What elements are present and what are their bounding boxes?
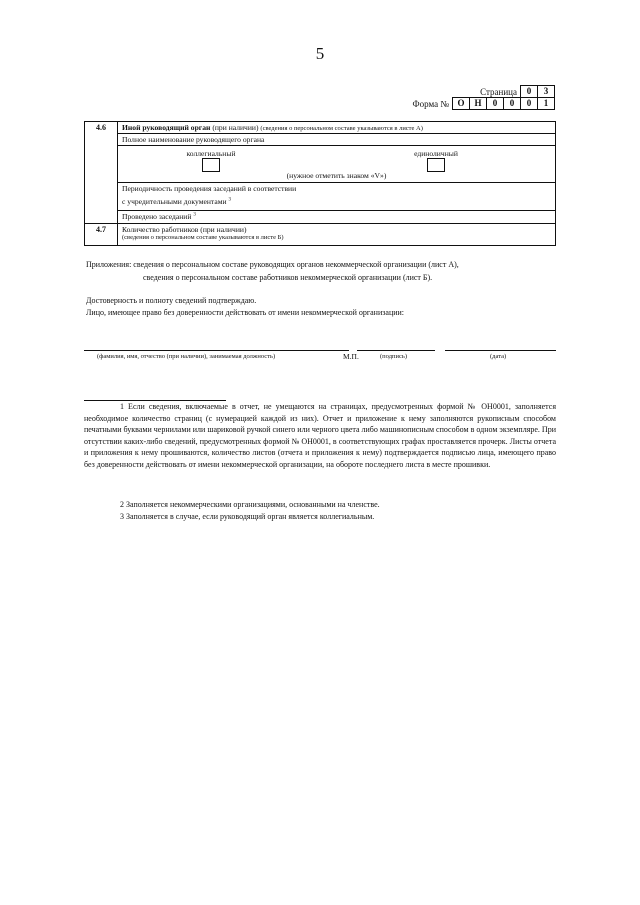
page-cell: 3 xyxy=(543,86,549,96)
page-cell: 0 xyxy=(521,86,538,97)
form-cell: 0 xyxy=(487,98,504,109)
footnote-ref: 3 xyxy=(193,212,196,218)
collegial-checkbox[interactable] xyxy=(202,158,220,172)
form-cell: 0 xyxy=(521,98,538,109)
title-bold: Иной руководящий орган xyxy=(122,123,211,132)
form-cell: 1 xyxy=(543,98,549,108)
signature-line[interactable] xyxy=(357,350,435,351)
form-cells xyxy=(452,97,555,110)
form-cell: 0 xyxy=(504,98,521,109)
row-number: 4.6 xyxy=(85,122,118,224)
full-name-field[interactable]: Полное наименование руководящего органа xyxy=(118,134,556,146)
footnote-2: 2 Заполняется некоммерческими организациями, основанными на членстве. xyxy=(120,500,380,509)
sole-checkbox[interactable] xyxy=(427,158,445,172)
title-rest: (при наличии) xyxy=(210,123,261,132)
employees-note: (сведения о персональном составе указываются в листе Б) xyxy=(122,234,284,241)
employees-field[interactable] xyxy=(118,224,556,246)
appendix-line1: Приложения: сведения о персональном составе руководящих органов некоммерческой организации (лист А), xyxy=(86,260,459,269)
held-label: Проведено заседаний xyxy=(122,212,192,221)
confirmation-text: Достоверность и полноту сведений подтверждаю. xyxy=(86,296,257,305)
periodicity-line2: с учредительными документами xyxy=(122,197,227,206)
footnote-3: 3 Заполняется в случае, если руководящий орган является коллегиальным. xyxy=(120,512,375,521)
type-choice xyxy=(118,146,556,183)
governing-body-title xyxy=(118,122,556,134)
name-line[interactable] xyxy=(84,350,349,351)
signature-caption: (подпись) xyxy=(380,353,407,360)
page-label: Страница xyxy=(480,86,517,97)
mark-note: (нужное отметить знаком «V») xyxy=(286,171,387,180)
date-caption: (дата) xyxy=(490,353,507,360)
date-line[interactable] xyxy=(445,350,556,351)
form-cell: О xyxy=(453,98,470,109)
footnote-1: 1 Если сведения, включаемые в отчет, не умещаются на страницах, предусмотренных формой № ОН0001, заполняется необходимое количество страниц (с нумерацией каждой из них). Отчет и приложение к нему заполняются рукописным способом печатными буквами чернилами или шариковой ручкой синего или черного цвета либо машинописным способом в одном экземпляре. При отсутствии каких-либо сведений, предусмотренных формой № ОН0001, в соответствующих графах проставляется прочерк. Листы отчета и приложения к нему прошиваются, количество листов (отчета и приложения к нему) подтверждается подписью лица, имеющего право без доверенности действовать от имени некоммерческой организации, на обороте последнего листа в месте прошивки. xyxy=(84,402,556,469)
periodicity-line1: Периодичность проведения заседаний в соответствии xyxy=(122,184,297,193)
form-cell: Н xyxy=(470,98,487,109)
form-table xyxy=(84,121,556,246)
row-number: 4.7 xyxy=(85,224,118,246)
stamp-caption: М.П. xyxy=(343,352,359,361)
employees-label: Количество работников (при наличии) xyxy=(122,225,247,234)
form-label: Форма № xyxy=(412,98,449,109)
footnote-ref: 3 xyxy=(228,197,231,203)
title-note: (сведения о персональном составе указываются в листе А) xyxy=(260,125,423,132)
collegial-label: коллегиальный xyxy=(186,149,236,158)
form-field xyxy=(413,97,555,110)
appendix-line2: сведения о персональном составе работников некоммерческой организации (лист Б). xyxy=(143,273,433,282)
page-number: 5 xyxy=(315,44,325,63)
sole-label: единоличный xyxy=(414,149,458,158)
meetings-held-field[interactable] xyxy=(118,211,556,224)
authorized-person-text: Лицо, имеющее право без доверенности действовать от имени некоммерческой организации: xyxy=(86,308,405,317)
name-caption: (фамилия, имя, отчество (при наличии), занимаемая должность) xyxy=(97,353,276,360)
periodicity-field[interactable] xyxy=(118,183,556,211)
